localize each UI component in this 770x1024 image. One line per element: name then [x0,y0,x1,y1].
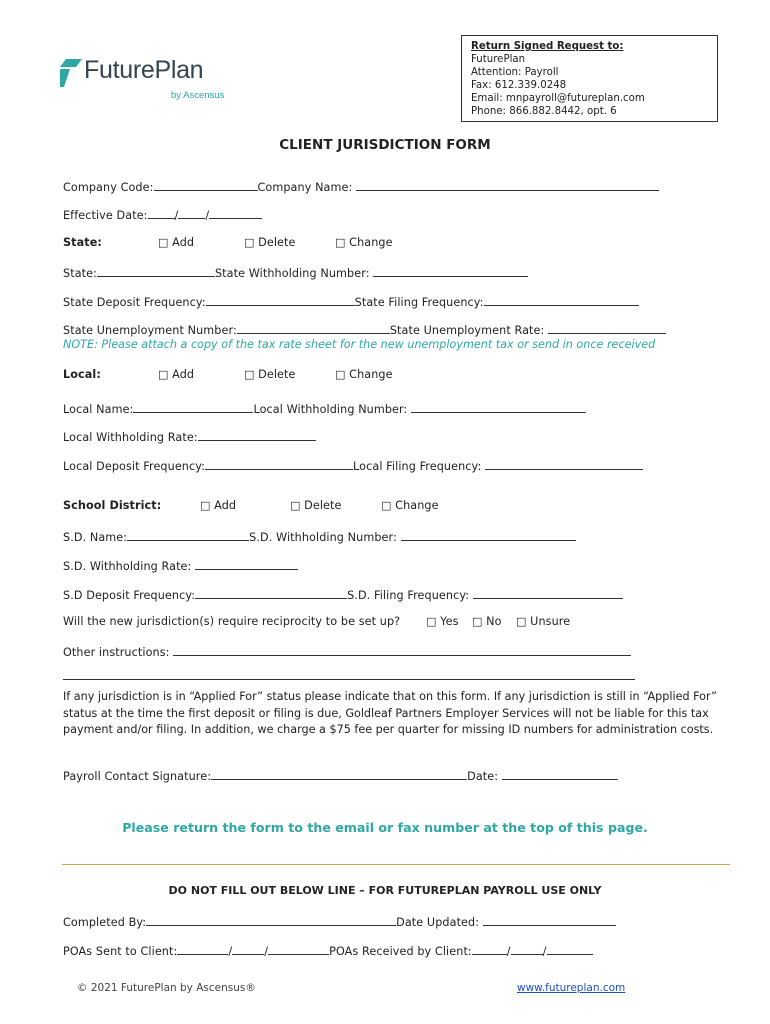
company-name-label: Company Name: [257,181,353,194]
local-rate-row [63,429,316,444]
sd-withholding-number-field[interactable] [401,529,576,541]
date-separator: / [174,209,179,222]
local-name-label: Local Name: [63,403,134,416]
poas-received-month-field[interactable] [472,943,507,955]
local-section-heading: Local: [63,368,101,381]
option-label: Add [214,499,237,512]
local-name-row [63,401,586,416]
checkbox-icon[interactable]: □ [244,368,255,381]
state-label: State: [63,267,97,280]
school-district-section-heading: School District: [63,499,162,512]
unemployment-note: NOTE: Please attach a copy of the tax rate sheet for the new unemployment tax or send in once received [63,338,656,351]
local-name-field[interactable] [133,401,253,413]
date-separator: / [264,945,269,958]
other-instructions-line-2[interactable] [63,679,635,680]
completed-by-label: Completed By: [63,916,147,929]
completed-by-field[interactable] [146,914,396,926]
return-address-box [461,35,718,122]
state-add-option[interactable] [158,236,194,249]
checkbox-icon[interactable]: □ [290,499,301,512]
option-label: Add [172,368,195,381]
state-row [63,265,528,280]
date-separator: / [506,945,511,958]
sd-withholding-rate-field[interactable] [195,558,298,570]
form-title: CLIENT JURISDICTION FORM [279,137,491,153]
other-instructions-field[interactable] [173,644,631,656]
local-withholding-number-field[interactable] [411,401,586,413]
poas-sent-month-field[interactable] [177,943,228,955]
poas-received-year-field[interactable] [547,943,593,955]
date-separator: / [228,945,233,958]
logo-wordmark: FuturePlan [84,56,204,84]
option-label: Add [172,236,195,249]
state-deposit-frequency-label: State Deposit Frequency: [63,296,206,309]
local-filing-frequency-label: Local Filing Frequency: [353,460,482,473]
other-instructions-row [63,644,631,659]
completed-by-row [63,914,616,929]
school-add-option[interactable] [200,499,236,512]
signature-label: Payroll Contact Signature: [63,770,212,783]
sd-name-label: S.D. Name: [63,531,128,544]
futureplan-logo-icon [60,59,82,87]
poas-received-label: POAs Received by Client: [329,945,472,958]
checkbox-icon[interactable]: □ [426,615,437,628]
state-field[interactable] [97,265,215,277]
return-line: FuturePlan [471,54,526,65]
sd-frequency-row [63,587,623,602]
state-section-heading: State: [63,236,102,249]
local-change-option[interactable] [335,368,393,381]
state-withholding-number-field[interactable] [373,265,528,277]
checkbox-icon[interactable]: □ [158,368,169,381]
sd-filing-frequency-label: S.D. Filing Frequency: [347,589,470,602]
checkbox-icon[interactable]: □ [335,236,346,249]
date-separator: / [542,945,547,958]
poas-received-day-field[interactable] [511,943,543,955]
local-withholding-rate-label: Local Withholding Rate: [63,431,198,444]
sd-filing-frequency-field[interactable] [473,587,623,599]
other-instructions-label: Other instructions: [63,646,170,659]
state-withholding-number-label: State Withholding Number: [214,267,370,280]
state-unemployment-rate-field[interactable] [548,322,666,334]
signature-row [63,768,618,783]
sd-rate-row [63,558,298,573]
local-deposit-frequency-label: Local Deposit Frequency: [63,460,206,473]
school-delete-option[interactable] [290,499,342,512]
option-label: Delete [258,236,296,249]
return-instruction: Please return the form to the email or fax number at the top of this page. [122,820,648,835]
sd-name-field[interactable] [127,529,249,541]
effective-date-month-field[interactable] [148,207,175,219]
date-updated-label: Date Updated: [396,916,480,929]
logo-subtitle: by Ascensus [171,90,225,101]
local-filing-frequency-field[interactable] [485,458,643,470]
checkbox-icon[interactable]: □ [200,499,211,512]
option-label: Unsure [530,615,571,628]
signature-field[interactable] [211,768,467,780]
local-deposit-frequency-field[interactable] [205,458,353,470]
poas-sent-year-field[interactable] [268,943,329,955]
checkbox-icon[interactable]: □ [244,236,255,249]
option-label: No [486,615,502,628]
option-label: Delete [304,499,342,512]
company-code-field[interactable] [154,179,258,191]
sd-withholding-number-label: S.D. Withholding Number: [249,531,397,544]
local-withholding-number-label: Local Withholding Number: [253,403,408,416]
reciprocity-question: Will the new jurisdiction(s) require reciprocity to be set up? [63,615,401,628]
effective-date-day-field[interactable] [178,207,205,219]
company-name-field[interactable] [356,179,659,191]
state-frequency-row [63,294,639,309]
state-unemployment-number-field[interactable] [237,322,390,334]
signature-date-label: Date: [467,770,499,783]
company-code-row [63,179,659,194]
effective-date-label: Effective Date: [63,209,148,222]
return-line: Phone: 866.882.8442, opt. 6 [471,106,617,117]
state-deposit-frequency-field[interactable] [206,294,355,306]
return-line: Fax: 612.339.0248 [471,80,567,91]
state-delete-option[interactable] [244,236,296,249]
option-label: Change [349,236,393,249]
local-delete-option[interactable] [244,368,296,381]
local-add-option[interactable] [158,368,194,381]
sd-deposit-frequency-label: S.D Deposit Frequency: [63,589,196,602]
divider-line [62,864,730,865]
poas-sent-label: POAs Sent to Client: [63,945,178,958]
poas-sent-day-field[interactable] [232,943,264,955]
footer-copyright: © 2021 FuturePlan by Ascensus® [77,982,256,994]
return-line: Attention: Payroll [471,67,559,78]
state-unemployment-row [63,322,666,337]
school-change-option[interactable] [381,499,439,512]
local-withholding-rate-field[interactable] [198,429,316,441]
date-updated-field[interactable] [483,914,616,926]
option-label: Change [395,499,439,512]
sd-withholding-rate-label: S.D. Withholding Rate: [63,560,192,573]
option-label: Change [349,368,393,381]
reciprocity-yes-option[interactable] [426,615,459,628]
option-label: Delete [258,368,296,381]
date-separator: / [205,209,210,222]
effective-date-year-field[interactable] [209,207,262,219]
state-change-option[interactable] [335,236,393,249]
signature-date-field[interactable] [502,768,618,780]
sd-name-row [63,529,576,544]
checkbox-icon[interactable]: □ [158,236,169,249]
checkbox-icon[interactable]: □ [516,615,527,628]
company-code-label: Company Code: [63,181,154,194]
checkbox-icon[interactable]: □ [381,499,392,512]
return-line: Email: mnpayroll@futureplan.com [471,93,645,104]
state-unemployment-number-label: State Unemployment Number: [63,324,237,337]
footer-website-link[interactable]: www.futureplan.com [517,982,626,994]
effective-date-row [63,207,262,222]
poas-row [63,943,593,958]
state-filing-frequency-label: State Filing Frequency: [354,296,484,309]
checkbox-icon[interactable]: □ [335,368,346,381]
state-filing-frequency-field[interactable] [484,294,639,306]
return-heading: Return Signed Request to: [471,41,624,52]
reciprocity-unsure-option[interactable] [516,615,570,628]
checkbox-icon[interactable]: □ [472,615,483,628]
disclaimer-paragraph: If any jurisdiction is in “Applied For” status please indicate that on this form. If any jurisdiction is still in “Applied For” status at the time the first deposit or filing is due, Goldleaf Partners Employer Services will not be liable for this tax payment and/or filing. In addition, we charge a $75 fee per quarter for missing ID numbers for administration costs. [63,690,717,736]
state-unemployment-rate-label: State Unemployment Rate: [389,324,545,337]
office-use-heading: DO NOT FILL OUT BELOW LINE – FOR FUTUREPLAN PAYROLL USE ONLY [168,884,602,897]
reciprocity-no-option[interactable] [472,615,502,628]
local-frequency-row [63,458,643,473]
option-label: Yes [440,615,459,628]
sd-deposit-frequency-field[interactable] [195,587,347,599]
